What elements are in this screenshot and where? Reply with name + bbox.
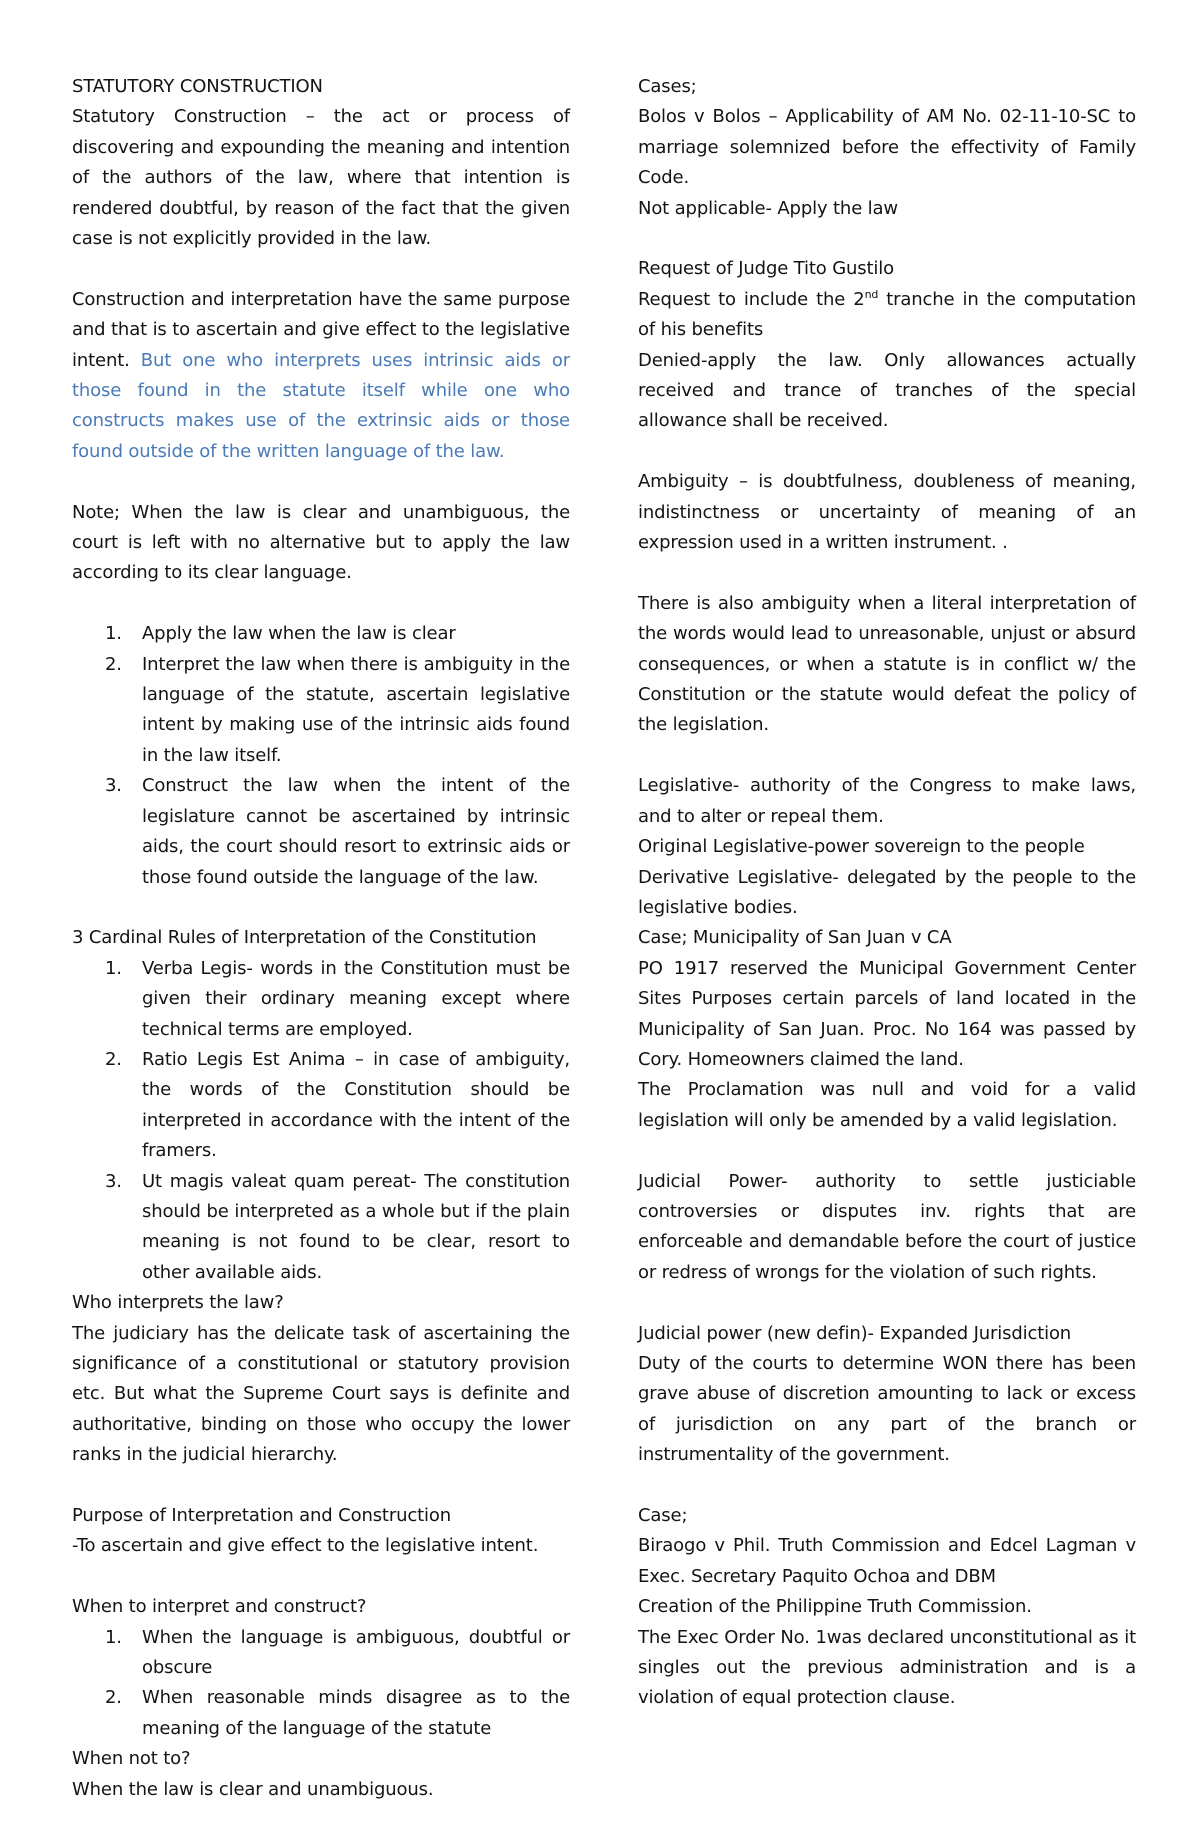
- list-item: [72, 771, 570, 893]
- list-number: 3.: [105, 775, 122, 797]
- bolos-case-title: Bolos v Bolos – Applicability of AM No. 02-11-10-SC to marriage solemnized before the effectivity of Family Code.: [638, 106, 1136, 189]
- purpose-plain-text: Construction and interpretation have the same purpose and that is to ascertain and give effect to the legislative intent.: [72, 288, 570, 371]
- list-item-text: Construct the law when the intent of the legislature cannot be ascertained by intrinsic aids, the court should resort to extrinsic aids or those found outside the language of the law.: [142, 775, 570, 888]
- purpose-heading: Purpose of Interpretation and Construction: [72, 1505, 451, 1527]
- ordinal-suffix: nd: [864, 287, 879, 301]
- cases-heading: Cases;: [638, 76, 697, 97]
- biraogo-case-title: Biraogo v Phil. Truth Commission and Edcel Lagman v Exec. Secretary Paquito Ochoa and DBM: [638, 1535, 1136, 1587]
- purpose-text: -To ascertain and give effect to the legislative intent.: [72, 1535, 539, 1557]
- list-item: [72, 1683, 570, 1744]
- ambiguity-additional: There is also ambiguity when a literal interpretation of the words would lead to unreasonable, unjust or absurd consequences, or when a statute is in conflict w/ the Constitution or the statute would defeat the policy of the legislation.: [638, 592, 1136, 736]
- who-interprets-heading: Who interprets the law?: [72, 1292, 284, 1314]
- san-juan-case-ruling: The Proclamation was null and void for a valid legislation will only be amended by a valid legislation.: [638, 1079, 1136, 1131]
- cardinal-rules-heading: 3 Cardinal Rules of Interpretation of the Constitution: [72, 927, 537, 949]
- who-interprets-text: The judiciary has the delicate task of ascertaining the significance of a constitutional or statutory provision etc. But what the Supreme Court says is definite and authoritative, binding on those who occupy the lower ranks in the judicial hierarchy.: [72, 1322, 570, 1466]
- right-column: [638, 72, 1136, 1714]
- judicial-power-new-text: Duty of the courts to determine WON there has been grave abuse of discretion amounting to lack or excess of jurisdiction on any part of the branch or instrumentality of the government.: [638, 1352, 1136, 1466]
- request-text-start: Request to include the 2: [638, 288, 865, 310]
- list-item-text: Ratio Legis Est Anima – in case of ambiguity, the words of the Constitution should be interpreted in accordance with the intent of the framers.: [142, 1048, 570, 1162]
- when-not-text: When the law is clear and unambiguous.: [72, 1778, 434, 1800]
- note-paragraph: Note; When the law is clear and unambiguous, the court is left with no alternative but to apply the law according to its clear language.: [72, 501, 570, 584]
- list-item: [72, 1623, 570, 1684]
- judicial-power-new-heading: Judicial power (new defin)- Expanded Jurisdiction: [638, 1322, 1072, 1344]
- list-item-text: When reasonable minds disagree as to the meaning of the language of the statute: [142, 1687, 570, 1739]
- statutory-construction-definition: Statutory Construction – the act or process of discovering and expounding the meaning and intention of the authors of the law, where that intention is rendered doubtful, by reason of the fact that the given case is not explicitly provided in the law.: [72, 106, 570, 250]
- when-not-heading: When not to?: [72, 1748, 191, 1770]
- list-number: 3.: [105, 1170, 122, 1192]
- list-item: [72, 954, 570, 1045]
- list-item: [72, 650, 570, 772]
- biraogo-case-subject: Creation of the Philippine Truth Commission.: [638, 1596, 1032, 1618]
- request-text-end: tranche in the computation of his benefits: [638, 288, 1136, 341]
- san-juan-case-facts: PO 1917 reserved the Municipal Government Center Sites Purposes certain parcels of land located in the Municipality of San Juan. Proc. No 164 was passed by Cory. Homeowners claimed the land.: [638, 957, 1136, 1070]
- list-item-text: Ut magis valeat quam pereat- The constitution should be interpreted as a whole but if the plain meaning is not found to be clear, resort to other available aids.: [142, 1170, 570, 1283]
- purpose-highlighted-text: But one who interprets uses intrinsic aids or those found in the statute itself while one who constructs makes use of the extrinsic aids or those found outside of the written language of the law.: [72, 349, 570, 462]
- cardinal-rules-list: [72, 954, 570, 1288]
- san-juan-case-heading: Case; Municipality of San Juan v CA: [638, 927, 952, 949]
- list-item: [72, 1167, 570, 1289]
- gustilo-case-title: Request of Judge Tito Gustilo: [638, 258, 894, 280]
- list-number: 2.: [105, 1048, 122, 1070]
- construction-interpretation-paragraph: [72, 285, 570, 467]
- list-item: [72, 1045, 570, 1167]
- list-number: 1.: [105, 1626, 122, 1648]
- legislative-definition: Legislative- authority of the Congress to make laws, and to alter or repeal them.: [638, 775, 1136, 827]
- document-title: STATUTORY CONSTRUCTION: [72, 76, 323, 97]
- judicial-power-definition: Judicial Power- authority to settle justiciable controversies or disputes inv. rights that are enforceable and demandable before the court of justice or redress of wrongs for the violation of such rights.: [638, 1170, 1136, 1283]
- when-to-interpret-heading: When to interpret and construct?: [72, 1596, 367, 1618]
- left-column: [72, 72, 570, 1805]
- gustilo-case-ruling: Denied-apply the law. Only allowances actually received and trance of tranches of the special allowance shall be received.: [638, 349, 1136, 432]
- list-number: 1.: [105, 623, 122, 645]
- list-item-text: Verba Legis- words in the Constitution must be given their ordinary meaning except where technical terms are employed.: [142, 957, 570, 1040]
- list-item-text: When the language is ambiguous, doubtful or obscure: [142, 1626, 570, 1679]
- list-number: 1.: [105, 957, 122, 979]
- original-legislative: Original Legislative-power sovereign to the people: [638, 836, 1085, 858]
- list-item-text: Apply the law when the law is clear: [142, 623, 456, 645]
- when-to-interpret-list: [72, 1623, 570, 1745]
- gustilo-case-request: [638, 285, 1136, 346]
- derivative-legislative: Derivative Legislative- delegated by the people to the legislative bodies.: [638, 866, 1136, 918]
- list-item: [72, 619, 570, 649]
- ambiguity-definition: Ambiguity – is doubtfulness, doubleness of meaning, indistinctness or uncertainty of meaning of an expression used in a written instrument. .: [638, 471, 1136, 554]
- list-number: 2.: [105, 653, 122, 675]
- bolos-case-ruling: Not applicable- Apply the law: [638, 197, 898, 219]
- steps-list: [72, 619, 570, 893]
- list-item-text: Interpret the law when there is ambiguity in the language of the statute, ascertain legislative intent by making use of the intrinsic aids found in the law itself.: [142, 653, 570, 766]
- biraogo-case-ruling: The Exec Order No. 1was declared unconstitutional as it singles out the previous administration and is a violation of equal protection clause.: [638, 1626, 1136, 1709]
- list-number: 2.: [105, 1687, 122, 1709]
- case-heading: Case;: [638, 1504, 688, 1526]
